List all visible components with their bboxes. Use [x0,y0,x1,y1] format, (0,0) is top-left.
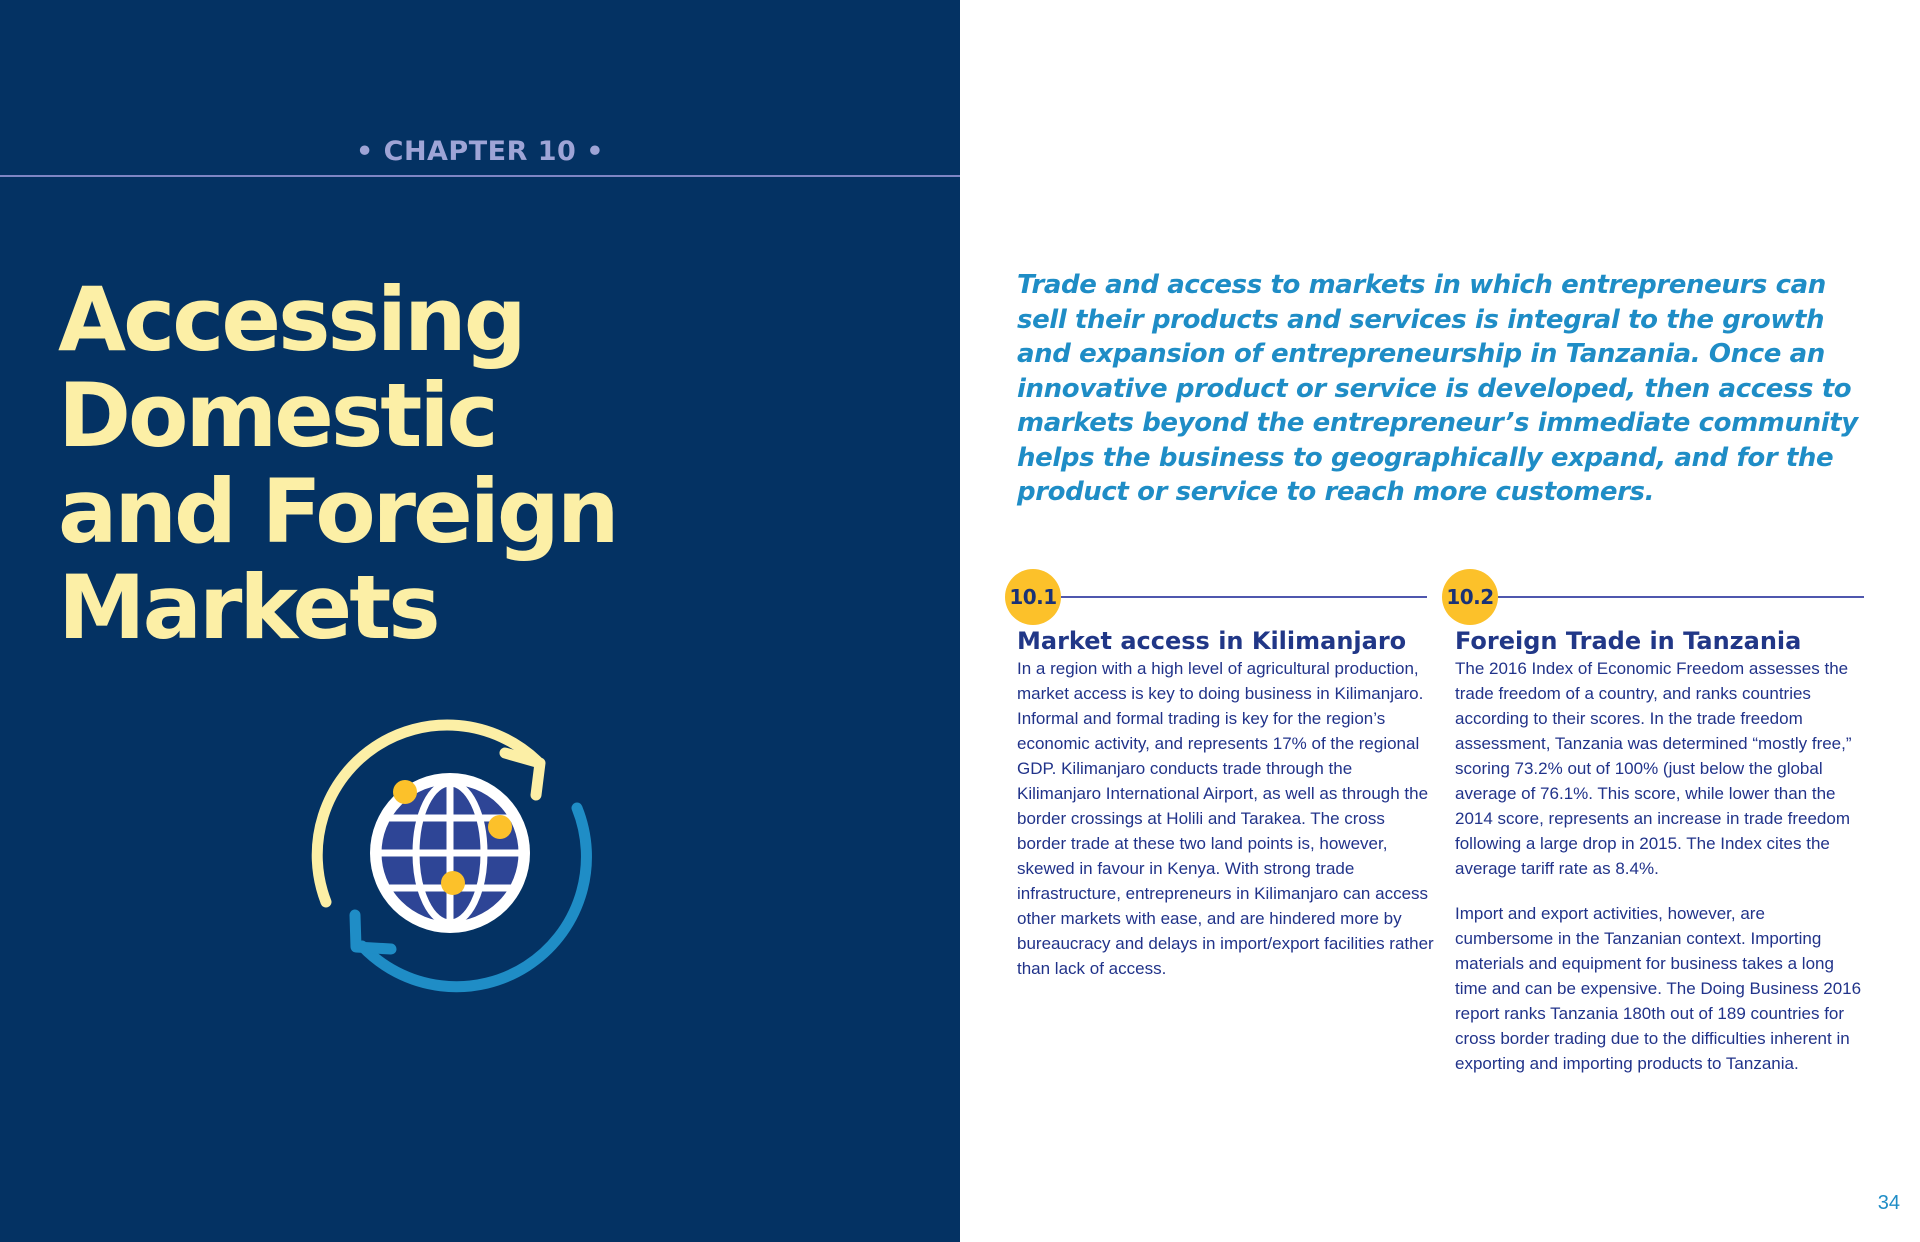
chapter-label: • CHAPTER 10 • [355,136,605,167]
page-number: 34 [1877,1192,1900,1214]
globe-icon [370,773,530,933]
location-dot [488,815,512,839]
section-title-foreign-trade: Foreign Trade in Tanzania [1455,627,1802,655]
section-title-market-access: Market access in Kilimanjaro [1017,627,1407,655]
location-dot [393,780,417,804]
chapter-title-line: Accessing [58,268,524,371]
chapter-title-line: Domestic [58,364,496,467]
section-number-badge: 10.2 [1442,569,1498,625]
globe-exchange-icon [300,705,600,1005]
section-header-10-1 [1005,569,1427,625]
arrowhead-yellow [505,753,540,795]
section-number-badge: 10.1 [1005,569,1061,625]
section-header-10-2 [1442,569,1864,625]
intro-paragraph: Trade and access to markets in which entrepreneurs can sell their products and services is integral to the growth and expansion of entrepreneurship in Tanzania. Once an innovative product or service is developed, then access to markets beyond the entrepreneur’s immediate community helps the business to geographically expand, and for the product or service to reach more customers. [1017,270,1858,507]
section-body-paragraph: The 2016 Index of Economic Freedom assesses the trade freedom of a country, and ranks countries according to their scores. In the trade freedom assessment, Tanzania was determined “mostly free,” scoring 73.2% out of 100% (just below the global average of 76.1%. This score, while lower than the 2014 score, represents an increase in trade freedom following a large drop in 2015. The Index cites the average tariff rate as 8.4%. [1455,659,1852,878]
location-dot [441,871,465,895]
section-body-paragraph: Import and export activities, however, are cumbersome in the Tanzanian context. Importing materials and equipment for business takes a long time and can be expensive. The Doing Business 2016 report ranks Tanzania 180th out of 189 countries for cross border trading due to the difficulties inherent in exporting and importing products to Tanzania. [1455,904,1862,1073]
section-divider [1498,596,1864,598]
chapter-divider [0,175,960,177]
chapter-title-line: and Foreign [58,460,617,563]
arrowhead-blue [355,915,391,949]
chapter-title-line: Markets [58,556,438,659]
section-divider [1061,596,1427,598]
chapter-title [58,268,918,659]
section-body-paragraph: In a region with a high level of agricultural production, market access is key to doing business in Kilimanjaro. Informal and formal trading is key for the region’s economic activity, and represents 17% of the regional GDP. Kilimanjaro conducts trade through the Kilimanjaro International Airport, as well as through the border crossings at Holili and Tarakea. The cross border trade at these two land points is, however, skewed in favour in Kenya. With strong trade infrastructure, entrepreneurs in Kilimanjaro can access other markets with ease, and are hindered more by bureaucracy and delays in import/export facilities rather than lack of access. [1017,659,1434,978]
